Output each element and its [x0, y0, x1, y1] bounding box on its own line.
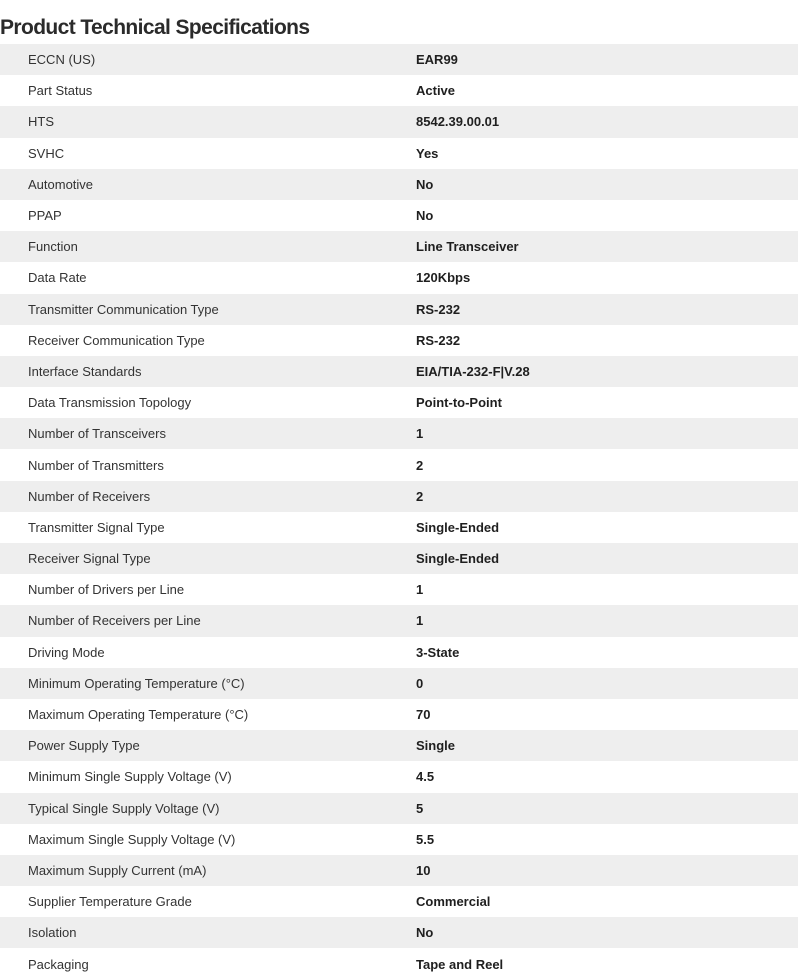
spec-row — [0, 387, 798, 418]
spec-row — [0, 605, 798, 636]
spec-row — [0, 637, 798, 668]
spec-value: 2 — [416, 488, 424, 504]
spec-value: EIA/TIA-232-F|V.28 — [416, 363, 530, 379]
spec-value: Single — [416, 738, 456, 754]
spec-row — [0, 44, 798, 75]
spec-label: Number of Receivers — [28, 488, 151, 504]
spec-label: Maximum Supply Current (mA) — [28, 862, 207, 878]
spec-row — [0, 761, 798, 792]
spec-value: 2 — [416, 457, 424, 473]
spec-label: Function — [28, 239, 78, 255]
spec-table-body — [0, 44, 798, 980]
spec-table — [0, 44, 798, 980]
spec-row — [0, 481, 798, 512]
spec-label: Receiver Signal Type — [28, 551, 151, 567]
spec-row — [0, 824, 798, 855]
spec-row — [0, 262, 798, 293]
spec-value: 1 — [416, 613, 424, 629]
spec-label: Transmitter Communication Type — [28, 301, 219, 317]
spec-value: Point-to-Point — [416, 395, 502, 411]
spec-value: Active — [416, 83, 456, 99]
spec-label: Minimum Operating Temperature (°C) — [28, 675, 245, 691]
spec-value: 1 — [416, 426, 424, 442]
spec-label: HTS — [28, 114, 54, 130]
spec-label: Interface Standards — [28, 363, 142, 379]
spec-label: Driving Mode — [28, 644, 105, 660]
spec-value: No — [416, 176, 434, 192]
spec-value: 10 — [416, 862, 431, 878]
spec-value: 70 — [416, 707, 431, 723]
spec-value: 3-State — [416, 644, 460, 660]
spec-label: Typical Single Supply Voltage (V) — [28, 800, 220, 816]
spec-label: Number of Transceivers — [28, 426, 166, 442]
spec-label: Packaging — [28, 956, 89, 972]
spec-value: Tape and Reel — [416, 956, 504, 972]
spec-label: SVHC — [28, 145, 65, 161]
spec-label: ECCN (US) — [28, 52, 96, 68]
spec-row — [0, 200, 798, 231]
spec-value: RS-232 — [416, 332, 461, 348]
spec-row — [0, 449, 798, 480]
spec-label: Isolation — [28, 925, 77, 941]
spec-value: Yes — [416, 145, 439, 161]
spec-value: 120Kbps — [416, 270, 471, 286]
spec-label: Part Status — [28, 83, 93, 99]
spec-label: Number of Drivers per Line — [28, 582, 185, 598]
spec-label: Receiver Communication Type — [28, 332, 205, 348]
spec-row — [0, 855, 798, 886]
spec-row — [0, 886, 798, 917]
spec-row — [0, 356, 798, 387]
spec-value: Line Transceiver — [416, 239, 519, 255]
spec-label: Automotive — [28, 176, 94, 192]
spec-value: 5 — [416, 800, 424, 816]
spec-value: No — [416, 208, 434, 224]
spec-row — [0, 699, 798, 730]
spec-value: 4.5 — [416, 769, 435, 785]
spec-value: EAR99 — [416, 52, 458, 68]
spec-value: 5.5 — [416, 831, 435, 847]
spec-value: Single-Ended — [416, 519, 500, 535]
spec-row — [0, 793, 798, 824]
spec-row — [0, 75, 798, 106]
spec-label: Supplier Temperature Grade — [28, 894, 192, 910]
spec-label: Power Supply Type — [28, 738, 140, 754]
spec-row — [0, 668, 798, 699]
spec-row — [0, 138, 798, 169]
spec-row — [0, 512, 798, 543]
spec-label: Number of Transmitters — [28, 457, 164, 473]
spec-value: 0 — [416, 675, 424, 691]
spec-value: No — [416, 925, 434, 941]
spec-row — [0, 948, 798, 979]
spec-row — [0, 169, 798, 200]
spec-value: RS-232 — [416, 301, 461, 317]
spec-label: Minimum Single Supply Voltage (V) — [28, 769, 232, 785]
spec-row — [0, 418, 798, 449]
spec-label: PPAP — [28, 208, 62, 224]
spec-row — [0, 917, 798, 948]
spec-row — [0, 325, 798, 356]
spec-label: Transmitter Signal Type — [28, 519, 165, 535]
spec-row — [0, 730, 798, 761]
spec-value: Commercial — [416, 894, 491, 910]
spec-row — [0, 574, 798, 605]
spec-label: Maximum Operating Temperature (°C) — [28, 707, 249, 723]
spec-value: 1 — [416, 582, 424, 598]
spec-value: 8542.39.00.01 — [416, 114, 500, 130]
spec-row — [0, 543, 798, 574]
spec-label: Data Transmission Topology — [28, 395, 192, 411]
spec-label: Maximum Single Supply Voltage (V) — [28, 831, 236, 847]
spec-label: Number of Receivers per Line — [28, 613, 201, 629]
spec-value: Single-Ended — [416, 551, 500, 567]
spec-row — [0, 231, 798, 262]
spec-label: Data Rate — [28, 270, 87, 286]
spec-row — [0, 106, 798, 137]
page-title: Product Technical Specifications — [0, 16, 310, 40]
spec-row — [0, 294, 798, 325]
